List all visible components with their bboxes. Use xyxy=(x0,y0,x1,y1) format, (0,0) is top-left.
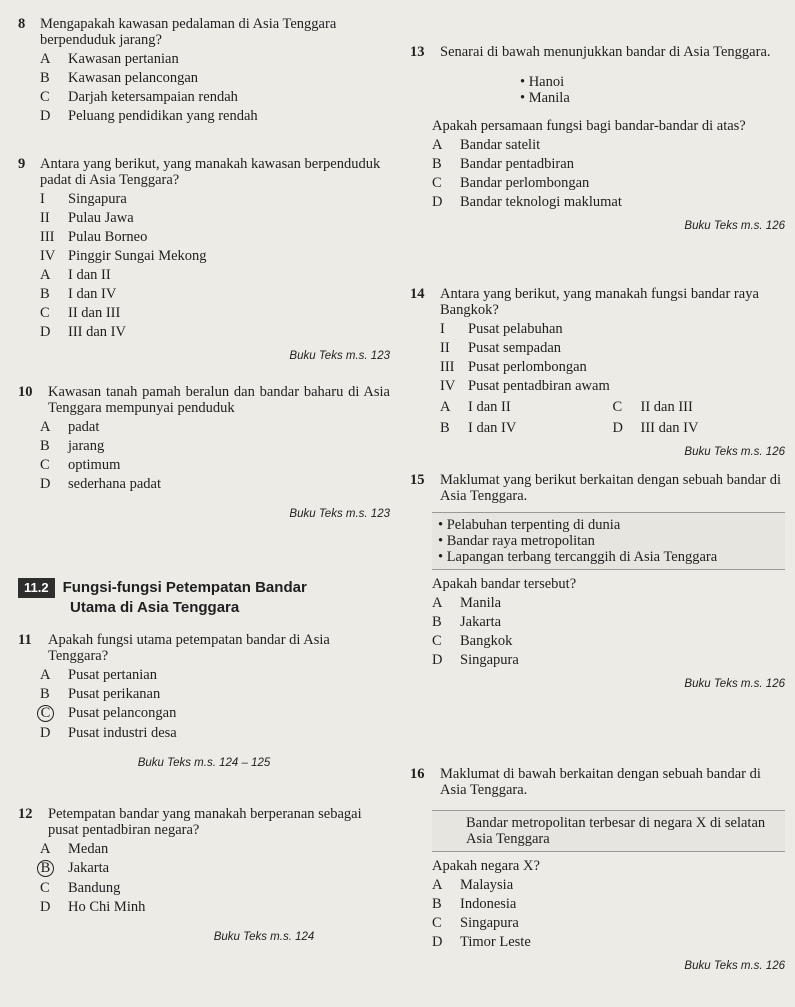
option-a[interactable]: A I dan II xyxy=(440,399,511,415)
question-prompt: Apakah bandar tersebut? xyxy=(432,576,577,592)
question-number: 10 xyxy=(18,384,33,400)
question-prompt: Apakah persamaan fungsi bagi bandar-bandar di atas? xyxy=(432,118,746,134)
roman-item: I Singapura xyxy=(40,191,127,207)
option-c[interactable]: C II dan III xyxy=(612,399,693,415)
list-item: • Manila xyxy=(520,90,785,106)
question-9 xyxy=(18,156,390,364)
option-a[interactable]: A I dan II xyxy=(40,267,111,283)
circled-answer-mark: C xyxy=(37,705,54,722)
option-b-selected[interactable]: B Jakarta xyxy=(40,860,390,877)
list-item: • Bandar raya metropolitan xyxy=(438,533,779,549)
question-number: 11 xyxy=(18,632,32,648)
option-c[interactable]: C Bangkok xyxy=(432,633,513,649)
question-stem: Antara yang berikut, yang manakah fungsi bandar raya Bangkok? xyxy=(440,286,759,318)
option-a[interactable]: A Medan xyxy=(40,841,109,857)
question-number: 12 xyxy=(18,806,33,822)
option-c[interactable]: C optimum xyxy=(40,457,121,473)
source-reference: Buku Teks m.s. 123 xyxy=(289,508,390,520)
option-b[interactable]: B Kawasan pelancongan xyxy=(40,70,199,86)
option-a[interactable]: A padat xyxy=(40,419,100,435)
option-c[interactable]: C Singapura xyxy=(432,915,519,931)
roman-item: II Pulau Jawa xyxy=(40,210,134,226)
roman-item: I Pusat pelabuhan xyxy=(440,321,563,337)
option-d[interactable]: D Peluang pendidikan yang rendah xyxy=(40,108,258,124)
question-stem: Maklumat di bawah berkaitan dengan sebuah bandar di Asia Tenggara. xyxy=(440,766,761,798)
source-reference: Buku Teks m.s. 126 xyxy=(684,220,785,232)
roman-item: III Pulau Borneo xyxy=(40,229,148,245)
option-c[interactable]: C Darjah ketersampaian rendah xyxy=(40,89,238,105)
option-d[interactable]: D Timor Leste xyxy=(432,934,531,950)
source-reference: Buku Teks m.s. 126 xyxy=(684,678,785,690)
question-number: 16 xyxy=(410,766,425,782)
info-box: Bandar metropolitan terbesar di negara X di selatan Asia Tenggara xyxy=(432,810,785,852)
option-c[interactable]: C Bandar perlombongan xyxy=(432,175,590,191)
question-10 xyxy=(18,384,390,522)
question-number: 8 xyxy=(18,16,26,32)
question-stem: Kawasan tanah pamah beralun dan bandar baharu di Asia Tenggara mempunyai penduduk xyxy=(48,384,390,416)
option-b[interactable]: B Bandar pentadbiran xyxy=(432,156,574,172)
question-13 xyxy=(410,44,785,234)
option-d[interactable]: D sederhana padat xyxy=(40,476,161,492)
roman-list xyxy=(410,321,785,394)
option-d[interactable]: D Pusat industri desa xyxy=(40,725,177,741)
option-d[interactable]: D Ho Chi Minh xyxy=(40,899,146,915)
roman-list xyxy=(18,191,390,264)
option-d[interactable]: D Singapura xyxy=(432,652,519,668)
roman-item: III Pusat perlombongan xyxy=(440,359,587,375)
question-stem: Senarai di bawah menunjukkan bandar di Asia Tenggara. xyxy=(440,44,771,60)
question-number: 9 xyxy=(18,156,26,172)
option-b[interactable]: B Jakarta xyxy=(432,614,502,630)
question-15 xyxy=(410,472,785,692)
option-b[interactable]: B jarang xyxy=(40,438,105,454)
roman-item: II Pusat sempadan xyxy=(440,340,562,356)
question-12 xyxy=(18,806,390,945)
circled-answer-mark: B xyxy=(37,860,54,877)
option-a[interactable]: A Bandar satelit xyxy=(432,137,541,153)
option-b[interactable]: B Pusat perikanan xyxy=(40,686,161,702)
source-reference: Buku Teks m.s. 124 – 125 xyxy=(137,757,271,769)
question-stem: Apakah fungsi utama petempatan bandar di Asia Tenggara? xyxy=(48,632,330,664)
question-14 xyxy=(410,286,785,460)
question-stem: Petempatan bandar yang manakah berperanan sebagai pusat pentadbiran negara? xyxy=(48,806,362,838)
section-heading: 11.2 Fungsi-fungsi Petempatan Bandar Utama di Asia Tenggara xyxy=(18,578,307,618)
source-reference: Buku Teks m.s. 123 xyxy=(289,350,390,362)
option-a[interactable]: A Malaysia xyxy=(432,877,514,893)
answer-options xyxy=(410,396,785,436)
option-c[interactable]: C II dan III xyxy=(40,305,121,321)
option-d[interactable]: D III dan IV xyxy=(612,420,699,436)
source-reference: Buku Teks m.s. 124 xyxy=(213,931,315,943)
source-reference: Buku Teks m.s. 126 xyxy=(684,960,785,972)
question-stem: Maklumat yang berikut berkaitan dengan sebuah bandar di Asia Tenggara. xyxy=(440,472,782,504)
list-item: • Pelabuhan terpenting di dunia xyxy=(438,517,779,533)
question-16 xyxy=(410,766,785,974)
option-a[interactable]: A Pusat pertanian xyxy=(40,667,157,683)
option-d[interactable]: D III dan IV xyxy=(40,324,126,340)
option-b[interactable]: B I dan IV xyxy=(440,420,517,436)
question-stem: Mengapakah kawasan pedalaman di Asia Tenggara berpenduduk jarang? xyxy=(40,16,337,48)
option-b[interactable]: B Indonesia xyxy=(432,896,517,912)
list-item: • Lapangan terbang tercanggih di Asia Tenggara xyxy=(438,549,779,565)
option-b[interactable]: B I dan IV xyxy=(40,286,117,302)
question-number: 15 xyxy=(410,472,425,488)
list-item: • Hanoi xyxy=(520,74,785,90)
option-a[interactable]: A Kawasan pertanian xyxy=(40,51,179,67)
question-stem: Antara yang berikut, yang manakah kawasan berpenduduk padat di Asia Tenggara? xyxy=(40,156,381,188)
question-number: 14 xyxy=(410,286,425,302)
roman-item: IV Pinggir Sungai Mekong xyxy=(40,248,207,264)
question-11 xyxy=(18,632,390,771)
city-list xyxy=(410,74,785,106)
option-d[interactable]: D Bandar teknologi maklumat xyxy=(432,194,622,210)
info-box xyxy=(432,512,785,570)
source-reference: Buku Teks m.s. 126 xyxy=(684,446,785,458)
section-badge: 11.2 xyxy=(18,578,55,598)
option-a[interactable]: A Manila xyxy=(432,595,502,611)
question-number: 13 xyxy=(410,44,425,60)
roman-item: IV Pusat pentadbiran awam xyxy=(440,378,610,394)
question-prompt: Apakah negara X? xyxy=(432,858,540,874)
question-8 xyxy=(18,16,390,124)
option-c[interactable]: C Bandung xyxy=(40,880,121,896)
option-c-selected[interactable]: C Pusat pelancongan xyxy=(40,705,390,722)
